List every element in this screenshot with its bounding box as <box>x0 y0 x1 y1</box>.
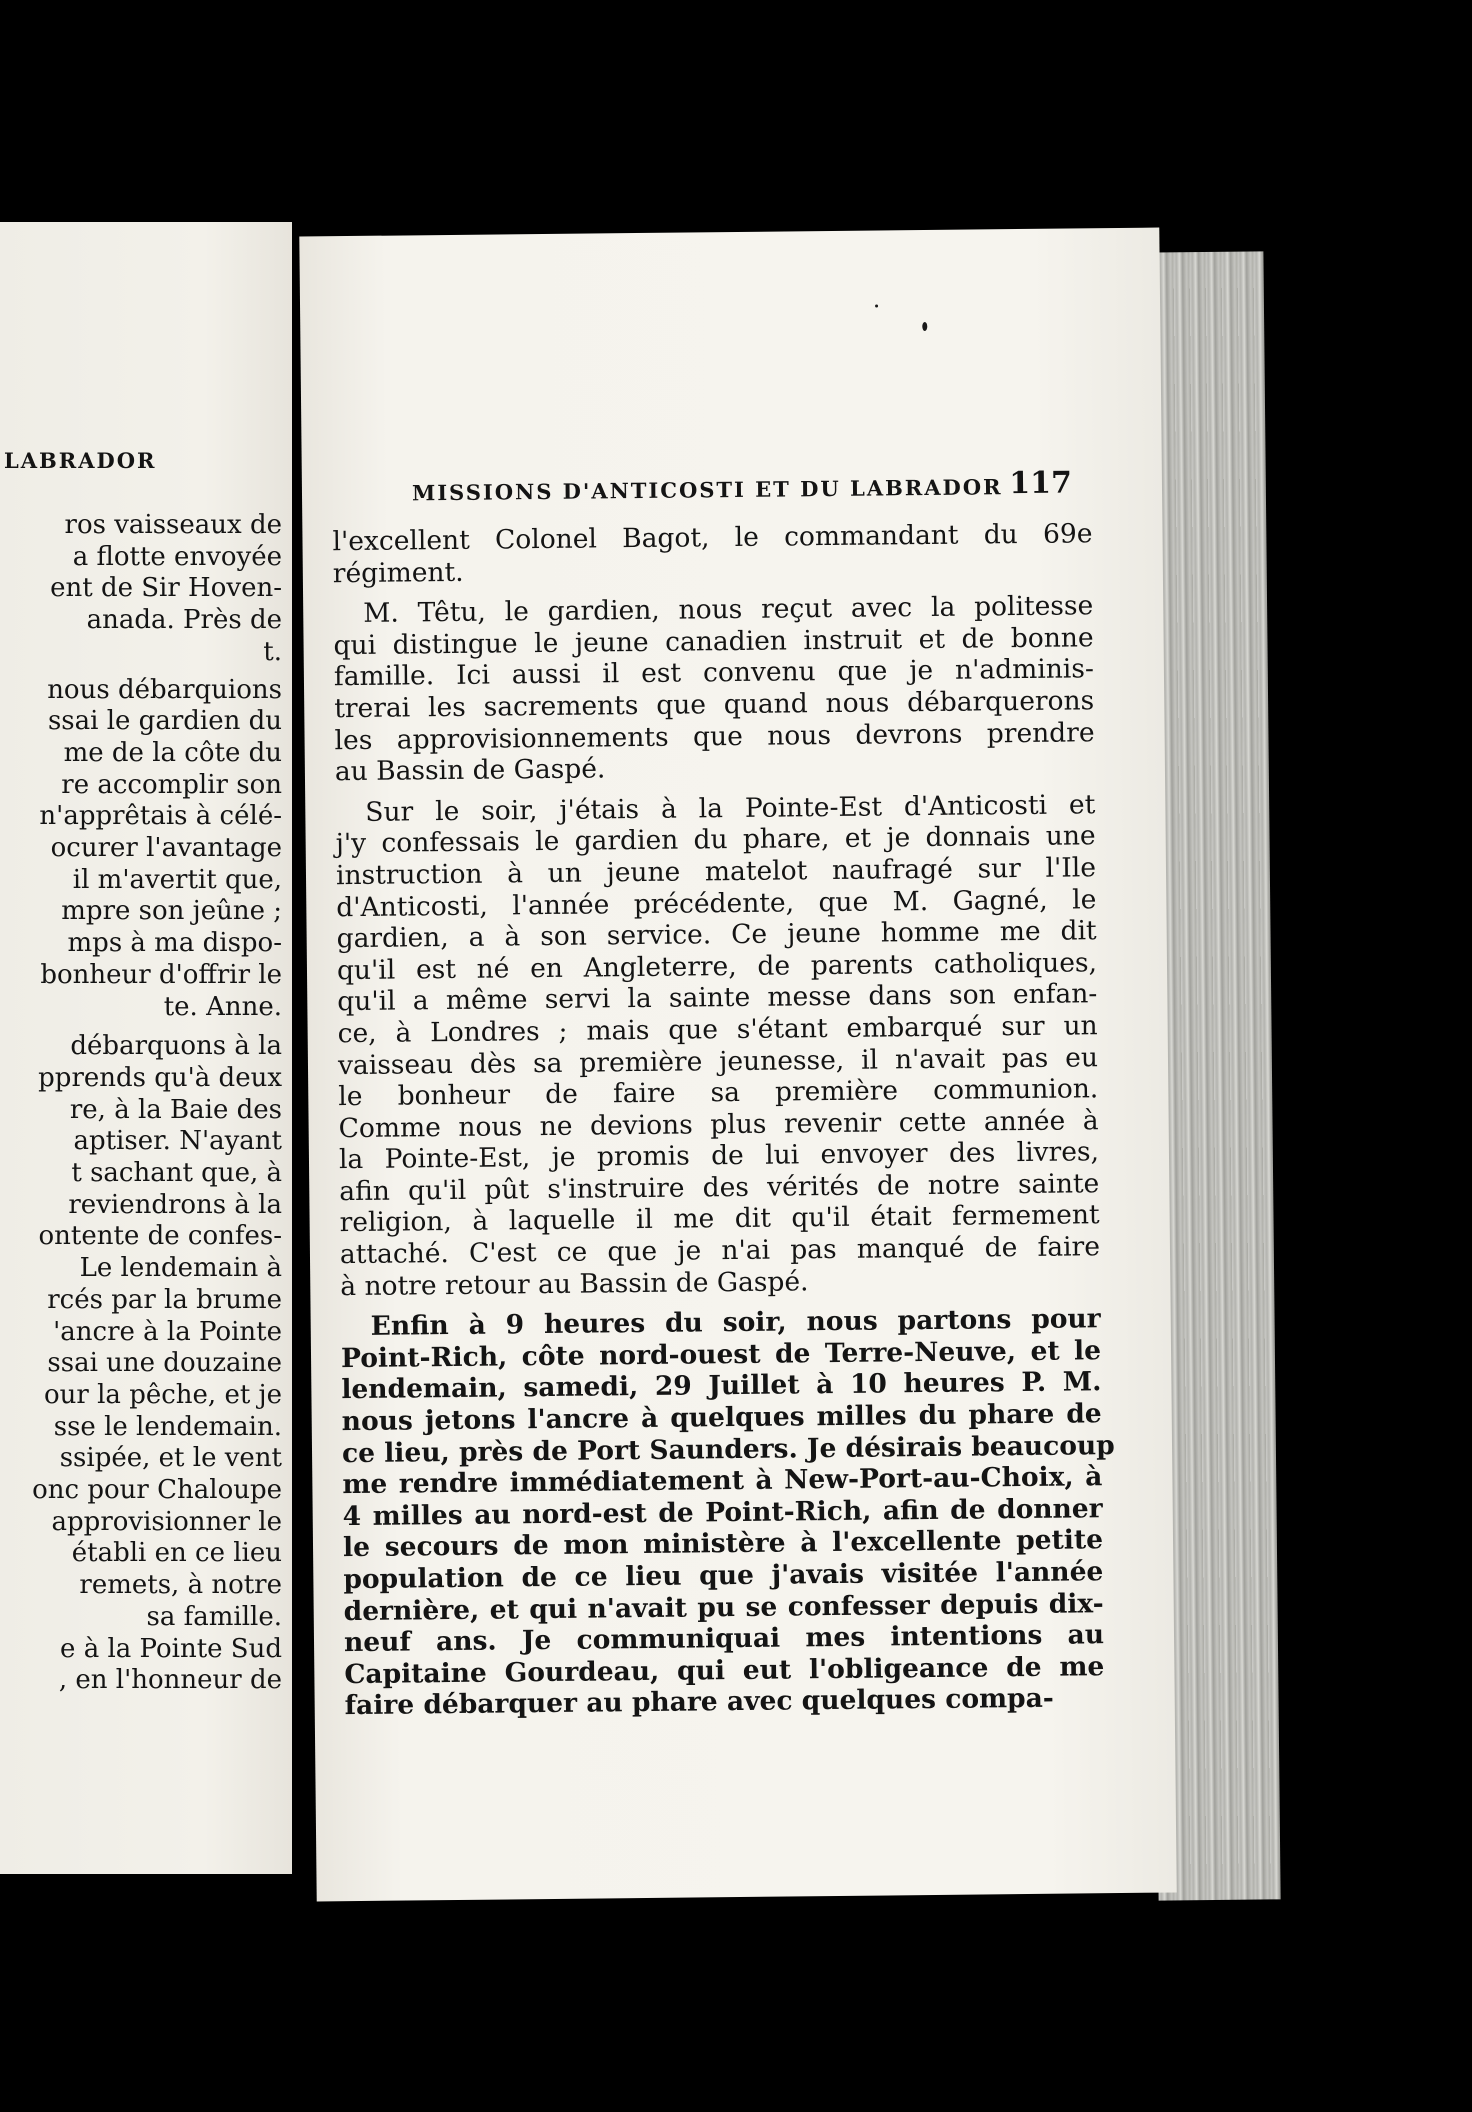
text-line: Point-Rich, côte nord-ouest de Terre-Neuve, et le <box>340 1335 1102 1375</box>
left-page-line: ssipée, et le vent <box>59 1443 282 1474</box>
left-page-line: il m'avertit que, <box>72 864 282 895</box>
left-page-line: e à la Pointe Sud <box>60 1633 282 1664</box>
text-line: régiment. <box>332 556 464 589</box>
text-line: vaisseau dès sa première jeunesse, il n'avait pas eu <box>337 1041 1099 1081</box>
text-line: nous jetons l'ancre à quelques milles du phare de <box>341 1398 1102 1438</box>
text-line: trerai les sacrements que quand nous débarquerons <box>334 685 1095 725</box>
text-line: le bonheur de faire sa première communion. <box>338 1073 1099 1113</box>
left-page-line: reviendrons à la <box>68 1189 282 1220</box>
text-line: dernière, et qui n'avait pu se confesser depuis dix- <box>343 1587 1104 1627</box>
left-page-line: n'apprêtais à célé- <box>39 801 282 832</box>
left-page-line: onc pour Chaloupe <box>32 1475 282 1505</box>
left-page-line: approvisionner le <box>51 1506 282 1537</box>
text-line: à notre retour au Bassin de Gaspé. <box>340 1265 809 1302</box>
text-line: les approvisionnements que nous devrons prendre <box>334 716 1095 756</box>
left-page-header: LABRADOR <box>4 448 157 473</box>
left-page-line: anada. Près de <box>86 605 282 636</box>
text-line: afin qu'il pût s'instruire des vérités de notre sainte <box>339 1168 1100 1208</box>
left-page-line: remets, à notre <box>79 1570 282 1601</box>
text-line: qui distingue le jeune canadien instruit et de bonne <box>333 622 1094 661</box>
text-line: population de ce lieu que j'avais visitée l'année <box>343 1556 1104 1596</box>
left-page-line: sse le lendemain. <box>53 1411 282 1442</box>
left-page <box>0 222 292 1874</box>
text-line: Enfin à 9 heures du soir, nous partons pour <box>370 1303 1101 1343</box>
left-page-line: re, à la Baie des <box>69 1094 282 1125</box>
left-page-line: ros vaisseaux de <box>64 510 282 540</box>
left-page-line: ssai une douzaine <box>47 1348 282 1379</box>
left-page-line: nous débarquions <box>47 674 282 705</box>
ink-speck <box>875 304 878 307</box>
text-line: au Bassin de Gaspé. <box>334 753 606 788</box>
text-line: Comme nous ne devions plus revenir cette année à <box>338 1104 1099 1144</box>
left-page-line: pprends qu'à deux <box>38 1062 282 1093</box>
text-line: faire débarquer au phare avec quelques compa- <box>344 1683 1054 1722</box>
text-line: l'excellent Colonel Bagot, le commandant du 69e <box>332 518 1093 558</box>
left-page-line: établi en ce lieu <box>71 1538 282 1569</box>
text-line: le secours de mon ministère à l'excellente petite <box>342 1524 1104 1564</box>
running-head: MISSIONS D'ANTICOSTI ET DU LABRADOR <box>411 474 1003 506</box>
left-page-line: ssai le gardien du <box>47 706 282 737</box>
left-page-line: sa famille. <box>146 1601 282 1632</box>
left-page-line: t. <box>263 636 282 667</box>
text-line: ce lieu, près de Port Saunders. Je désirais beaucoup <box>341 1429 1115 1469</box>
text-line: religion, à laquelle il me dit qu'il était fermement <box>339 1199 1100 1239</box>
paragraph <box>340 1303 1115 1722</box>
paragraph <box>333 590 1095 788</box>
left-page-line: rcés par la brume <box>47 1284 282 1315</box>
left-page-line: ocurer l'avantage <box>50 833 282 863</box>
text-line: neuf ans. Je communiquai mes intentions au <box>343 1619 1105 1659</box>
text-line: j'y confessais le gardien du phare, et je donnais une <box>335 820 1096 860</box>
right-page <box>299 228 1176 1902</box>
text-line: Capitaine Gourdeau, qui eut l'obligeance de me <box>344 1650 1105 1690</box>
left-page-line: bonheur d'offrir le <box>40 959 282 990</box>
left-page-line: mpre son jeûne ; <box>61 896 282 927</box>
left-page-line: débarquons à la <box>70 1031 282 1062</box>
left-page-line: ontente de confes- <box>38 1221 282 1252</box>
text-line: M. Têtu, le gardien, nous reçut avec la politesse <box>363 590 1094 630</box>
text-line: lendemain, samedi, 29 Juillet à 10 heures P. M. <box>341 1366 1102 1406</box>
paragraph <box>332 518 1093 589</box>
text-line: qu'il a même servi la sainte messe dans son enfan- <box>337 978 1098 1018</box>
text-line: Sur le soir, j'étais à la Pointe-Est d'Anticosti et <box>365 788 1096 828</box>
left-page-line: 'ancre à la Pointe <box>53 1316 282 1347</box>
left-page-line: ent de Sir Hoven- <box>50 573 282 604</box>
text-line: me rendre immédiatement à New-Port-au-Choix, à <box>342 1461 1103 1501</box>
left-page-line: mps à ma dispo- <box>67 928 282 959</box>
left-page-line: a flotte envoyée <box>72 541 282 572</box>
text-line: qu'il est né en Angleterre, de parents catholiques, <box>336 946 1098 986</box>
text-line: gardien, a à son service. Ce jeune homme me dit <box>336 915 1097 955</box>
left-page-line: te. Anne. <box>163 991 282 1022</box>
text-line: d'Anticosti, l'année précédente, que M. Gagné, le <box>336 883 1097 923</box>
page-body <box>332 518 1115 1722</box>
ink-speck <box>922 322 927 331</box>
paragraph <box>335 789 1100 1302</box>
left-page-line: Le lendemain à <box>79 1253 282 1284</box>
text-line: 4 milles au nord-est de Point-Rich, afin de donner <box>342 1493 1103 1532</box>
text-line: la Pointe-Est, je promis de lui envoyer des livres, <box>338 1136 1100 1176</box>
left-page-line: me de la côte du <box>63 737 282 768</box>
text-line: famille. Ici aussi il est convenu que je n'adminis- <box>333 653 1095 693</box>
left-page-line: aptiser. N'ayant <box>73 1126 282 1157</box>
left-page-line: t sachant que, à <box>71 1158 282 1188</box>
text-line: instruction à un jeune matelot naufragé sur l'Ile <box>335 852 1097 892</box>
left-page-line: our la pêche, et je <box>44 1379 282 1410</box>
left-page-line: , en l'honneur de <box>58 1665 282 1696</box>
text-line: attaché. C'est ce que je n'ai pas manqué de faire <box>339 1231 1101 1271</box>
left-page-line: re accomplir son <box>61 769 282 800</box>
text-line: ce, à Londres ; mais que s'étant embarqué sur un <box>337 1010 1098 1050</box>
page-number: 117 <box>1009 465 1073 502</box>
